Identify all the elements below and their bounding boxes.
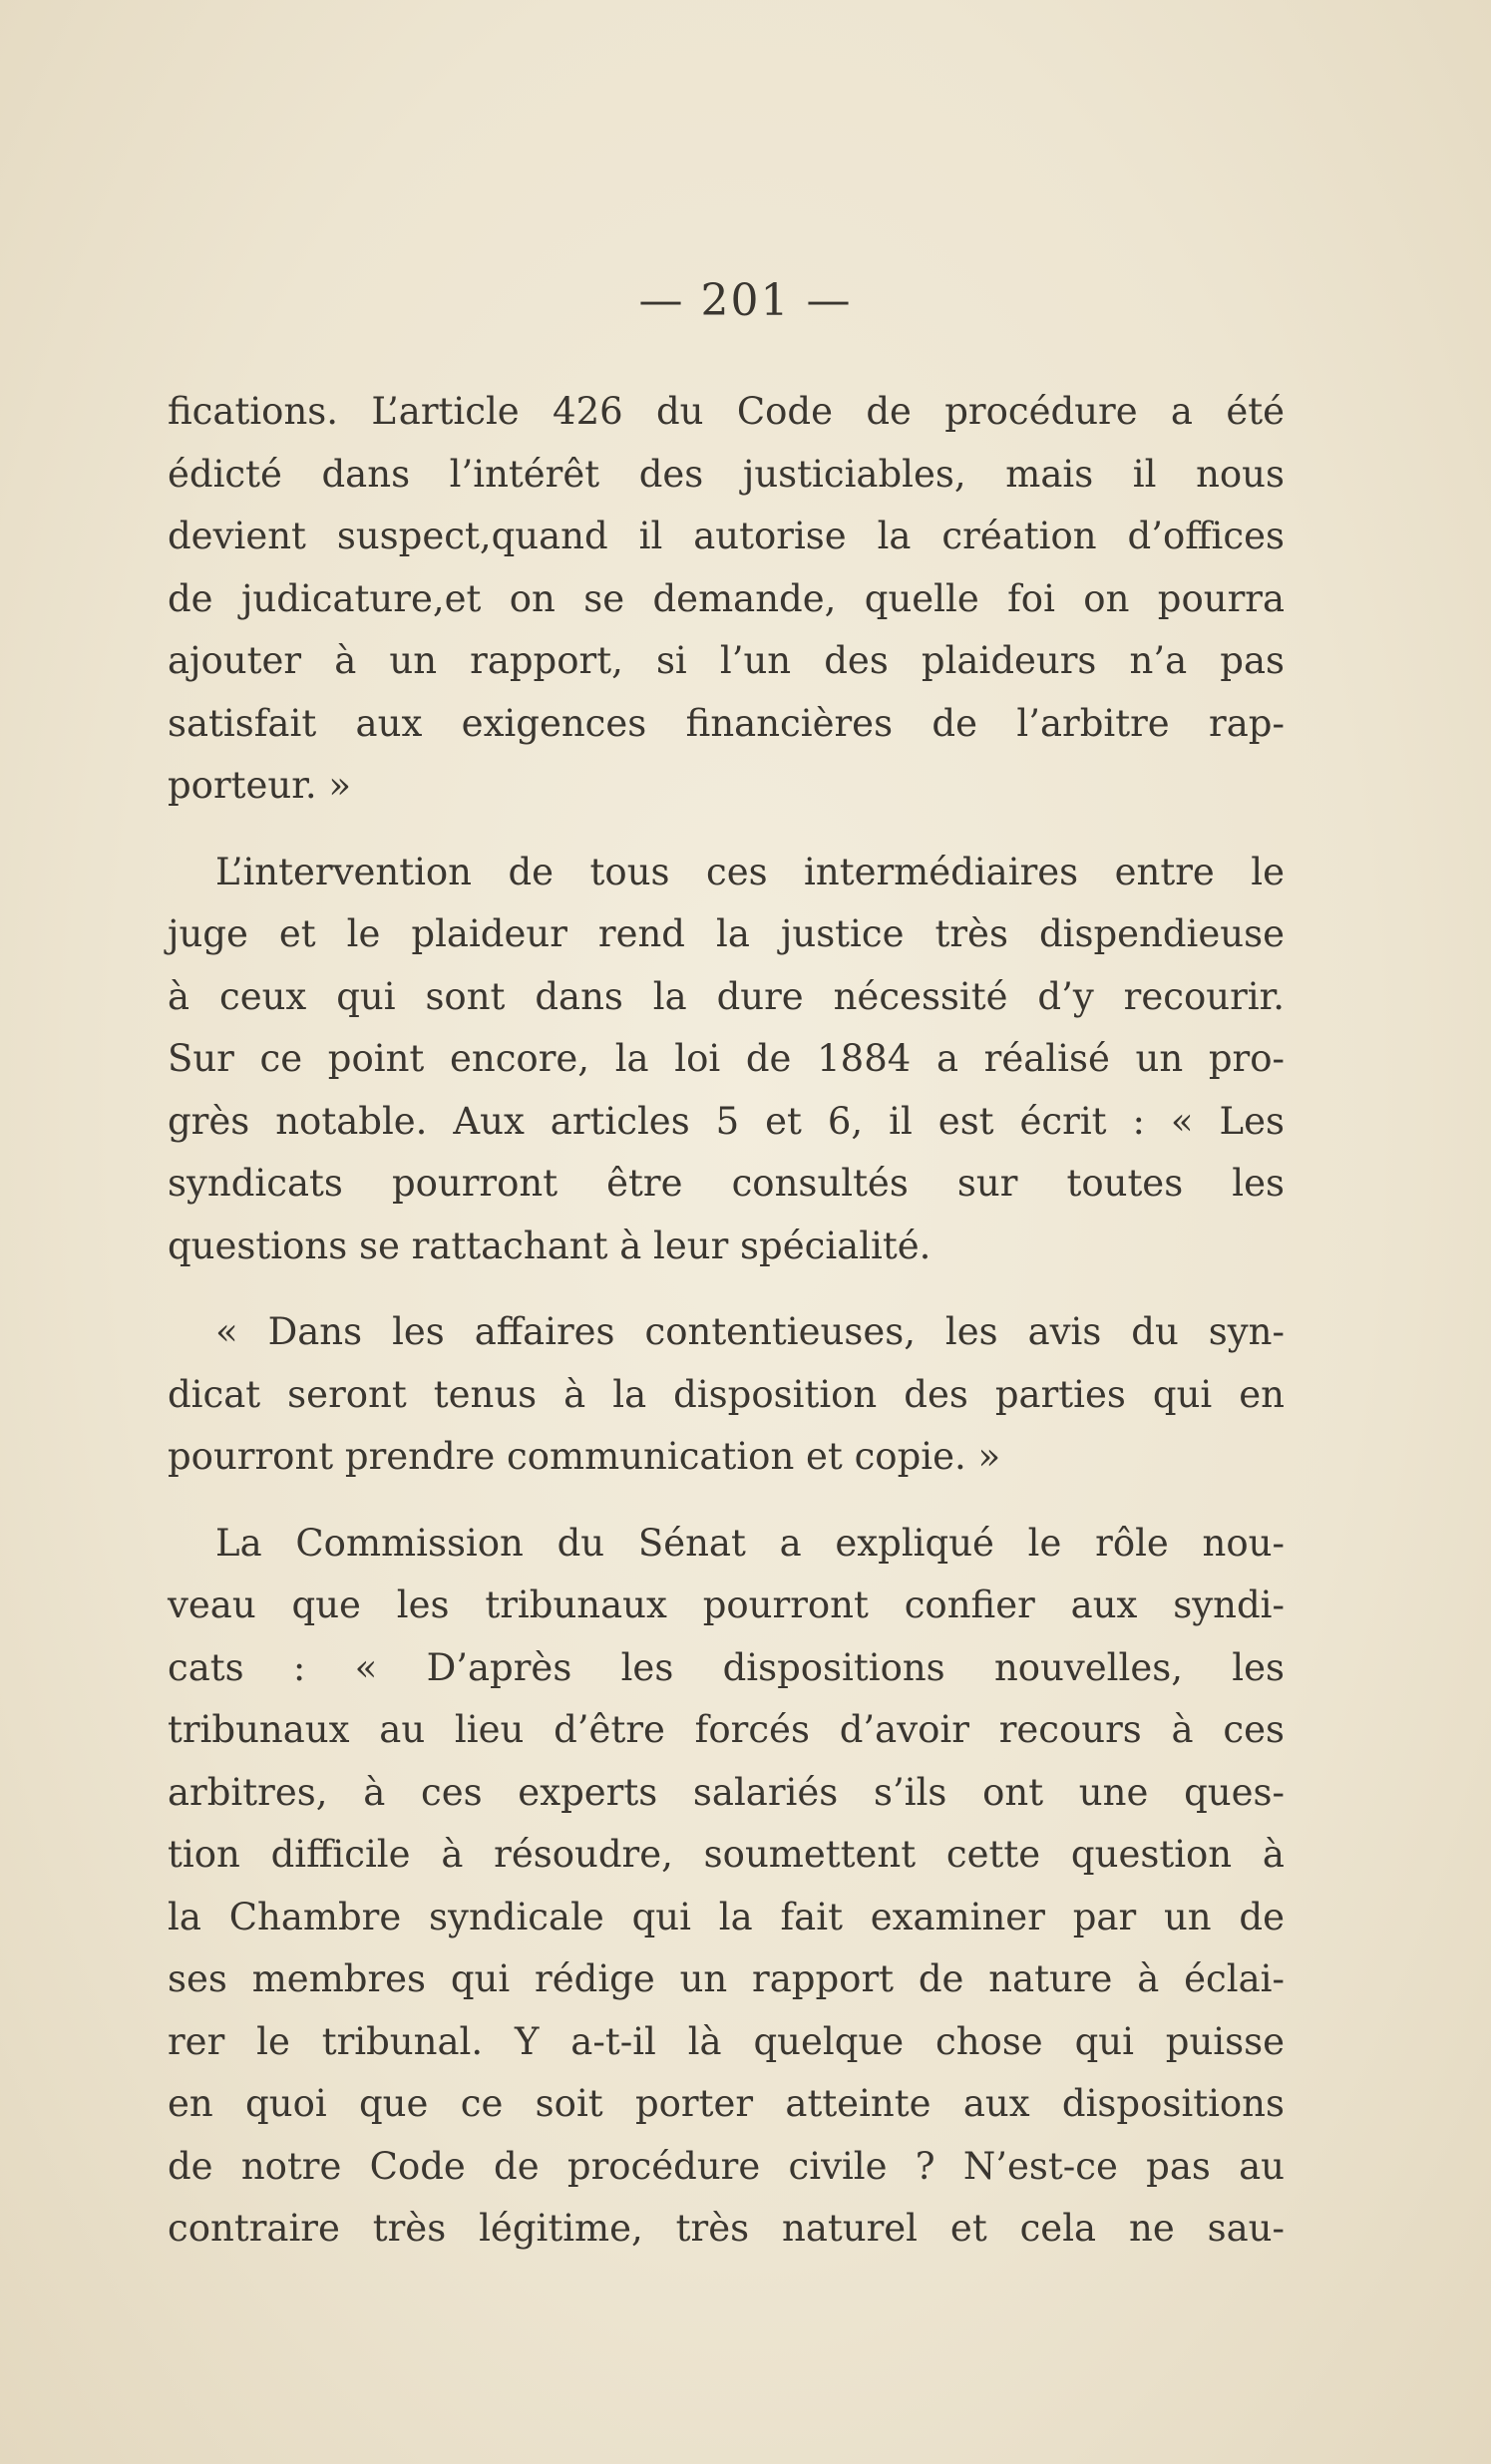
text-line: tion difficile à résoudre, soumettent cette question à	[168, 1833, 1285, 1876]
text-line: L’intervention de tous ces intermédiaires entre le	[215, 850, 1285, 893]
text-line: porteur. »	[168, 764, 352, 807]
text-line: La Commission du Sénat a expliqué le rôle nou-	[215, 1521, 1285, 1565]
paragraph-gap	[168, 818, 1285, 842]
text-line: devient suspect,quand il autorise la création d’offices	[168, 515, 1285, 557]
page-number: — 201 —	[638, 275, 853, 326]
body-text	[168, 381, 1285, 2261]
text-line: cats : « D’après les dispositions nouvelles, les	[168, 1645, 1285, 1689]
text-line: ajouter à un rapport, si l’un des plaideurs n’a pas	[168, 639, 1285, 682]
text-line: juge et le plaideur rend la justice très dispendieuse	[168, 912, 1285, 955]
text-line: la Chambre syndicale qui la fait examiner par un de	[168, 1895, 1285, 1938]
text-line: veau que les tribunaux pourront confier aux syndi-	[168, 1584, 1285, 1626]
text-line: ses membres qui rédige un rapport de nature à éclai-	[168, 1957, 1285, 2000]
paragraph-3	[168, 1301, 1285, 1489]
text-line: édicté dans l’intérêt des justiciables, mais il nous	[168, 452, 1285, 496]
text-line: rer le tribunal. Y a-t-il là quelque chose qui puisse	[168, 2019, 1285, 2063]
paragraph-gap	[168, 1489, 1285, 1513]
text-line: questions se rattachant à leur spécialité.	[168, 1224, 932, 1267]
text-line: arbitres, à ces experts salariés s’ils ont une ques-	[168, 1770, 1285, 1814]
text-line: à ceux qui sont dans la dure nécessité d’y recourir.	[168, 974, 1285, 1018]
text-line: de judicature,et on se demande, quelle foi on pourra	[168, 576, 1285, 620]
text-line: Sur ce point encore, la loi de 1884 a réalisé un pro-	[168, 1037, 1285, 1080]
text-line: satisfait aux exigences financières de l’arbitre rap-	[168, 701, 1285, 745]
paragraph-4	[168, 1513, 1285, 2261]
text-line: grès notable. Aux articles 5 et 6, il est écrit : « Les	[168, 1099, 1285, 1143]
text-line: pourront prendre communication et copie. »	[168, 1435, 1001, 1478]
text-line: « Dans les affaires contentieuses, les avis du syn-	[215, 1310, 1285, 1353]
text-line: dicat seront tenus à la disposition des parties qui en	[168, 1372, 1285, 1416]
text-line: tribunaux au lieu d’être forcés d’avoir recours à ces	[168, 1708, 1285, 1751]
paragraph-1	[168, 381, 1285, 818]
text-line: en quoi que ce soit porter atteinte aux dispositions	[168, 2082, 1285, 2125]
paragraph-2	[168, 842, 1285, 1278]
text-line: contraire très légitime, très naturel et cela ne sau-	[168, 2207, 1285, 2250]
text-line: syndicats pourront être consultés sur toutes les	[168, 1162, 1285, 1205]
text-line: fications. L’article 426 du Code de procédure a été	[168, 390, 1285, 433]
text-line: de notre Code de procédure civile ? N’est-ce pas au	[168, 2144, 1285, 2188]
paragraph-gap	[168, 1277, 1285, 1301]
